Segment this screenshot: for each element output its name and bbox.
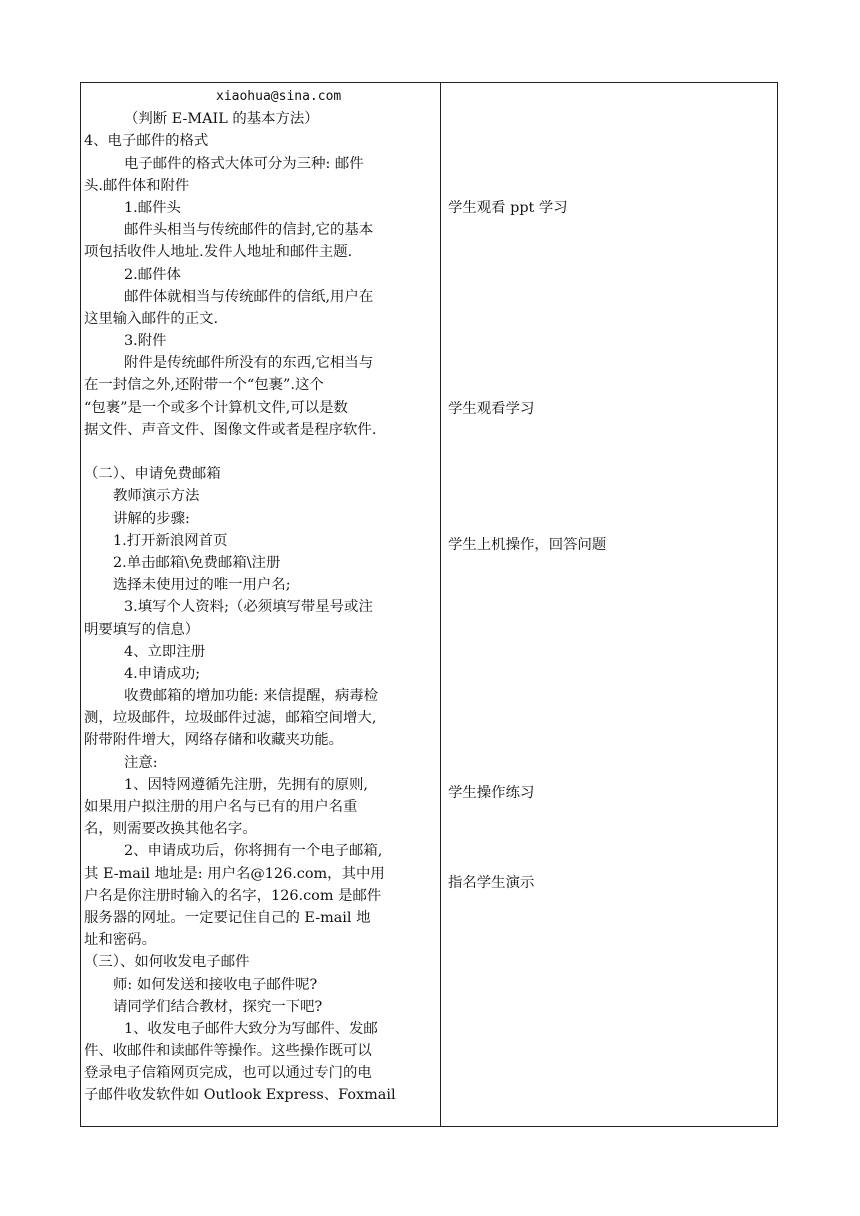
text-line: 头.邮件体和附件 [84, 177, 190, 194]
text-line: 址和密码。 [84, 932, 156, 949]
text-line: 电子邮件的格式大体可分为三种: 邮件 [124, 155, 364, 172]
text-line: 2.邮件体 [124, 266, 181, 283]
text-line: 其 E-mail 地址是: 用户名@126.com，其中用 [84, 865, 385, 882]
text-line: xiaohua@sina.com [216, 89, 342, 104]
text-line: 明要填写的信息） [84, 621, 200, 638]
text-line: 教师演示方法 [113, 488, 200, 505]
text-line: 1、收发电子邮件大致分为写邮件、发邮 [124, 1020, 378, 1037]
text-line: 邮件头相当与传统邮件的信封,它的基本 [124, 222, 374, 239]
text-line: 件、收邮件和读邮件等操作。这些操作既可以 [84, 1043, 372, 1060]
blank-line [84, 441, 436, 463]
text-line: 师: 如何发送和接收电子邮件呢? [113, 976, 318, 993]
text-line: 测，垃圾邮件，垃圾邮件过滤，邮箱空间增大, [84, 710, 377, 727]
text-line: 这里输入邮件的正文. [84, 310, 219, 327]
activity-note: 学生操作练习 [448, 785, 535, 801]
activity-note: 指名学生演示 [448, 875, 535, 891]
text-line: 子邮件收发软件如 Outlook Express、Foxmail [84, 1087, 396, 1104]
text-line: （判断 E-MAIL 的基本方法） [124, 111, 319, 128]
activity-note: 学生观看学习 [448, 401, 535, 417]
text-line: 1、因特网遵循先注册，先拥有的原则, [124, 776, 368, 793]
text-line: “包裹”是一个或多个计算机文件,可以是数 [84, 399, 348, 416]
text-line: 邮件体就相当与传统邮件的信纸,用户在 [124, 288, 374, 305]
text-line: 注意: [124, 754, 158, 771]
text-line: 收费邮箱的增加功能: 来信提醒，病毒检 [124, 688, 379, 705]
text-line: 4、立即注册 [124, 643, 206, 660]
section-heading: 4、电子邮件的格式 [84, 133, 209, 150]
text-line: 据文件、声音文件、图像文件或者是程序软件. [84, 421, 377, 438]
text-line: 如果用户拟注册的用户名与已有的用户名重 [84, 799, 358, 815]
section-heading: （三）、如何收发电子邮件 [84, 954, 250, 971]
text-line: 附件是传统邮件所没有的东西,它相当与 [124, 355, 374, 372]
text-line: 4.申请成功; [124, 665, 201, 682]
text-line: 项包括收件人地址.发件人地址和邮件主题. [84, 244, 353, 261]
text-line: 户名是你注册时输入的名字，126.com 是邮件 [84, 887, 382, 904]
text-line: 1.打开新浪网首页 [113, 532, 228, 549]
text-line: 附带附件增大，网络存储和收藏夹功能。 [84, 732, 344, 749]
activity-note: 学生上机操作，回答问题 [448, 537, 607, 553]
teaching-content-cell [84, 86, 436, 1126]
text-line: 1.邮件头 [124, 199, 181, 216]
text-line: 2、申请成功后，你将拥有一个电子邮箱, [124, 843, 383, 860]
column-divider [440, 82, 441, 1127]
text-line: 3.附件 [124, 333, 167, 350]
text-line: 请同学们结合教材，探究一下吧? [113, 998, 323, 1015]
activity-note: 学生观看 ppt 学习 [448, 200, 568, 216]
text-line: 2.单击邮箱\免费邮箱\注册 [113, 554, 281, 571]
text-line: 讲解的步骤: [113, 510, 190, 527]
text-line: 选择未使用过的唯一用户名; [113, 577, 291, 594]
text-line: 在一封信之外,还附带一个“包裹”.这个 [84, 377, 324, 394]
text-line: 3.填写个人资料;（必须填写带星号或注 [124, 599, 373, 616]
text-line: 名，则需要改换其他名字。 [84, 821, 257, 838]
text-line: 登录电子信箱网页完成，也可以通过专门的电 [84, 1065, 372, 1082]
text-line: 服务器的网址。一定要记住自己的 E-mail 地 [84, 909, 371, 926]
section-heading: （二）、申请免费邮箱 [84, 466, 221, 483]
